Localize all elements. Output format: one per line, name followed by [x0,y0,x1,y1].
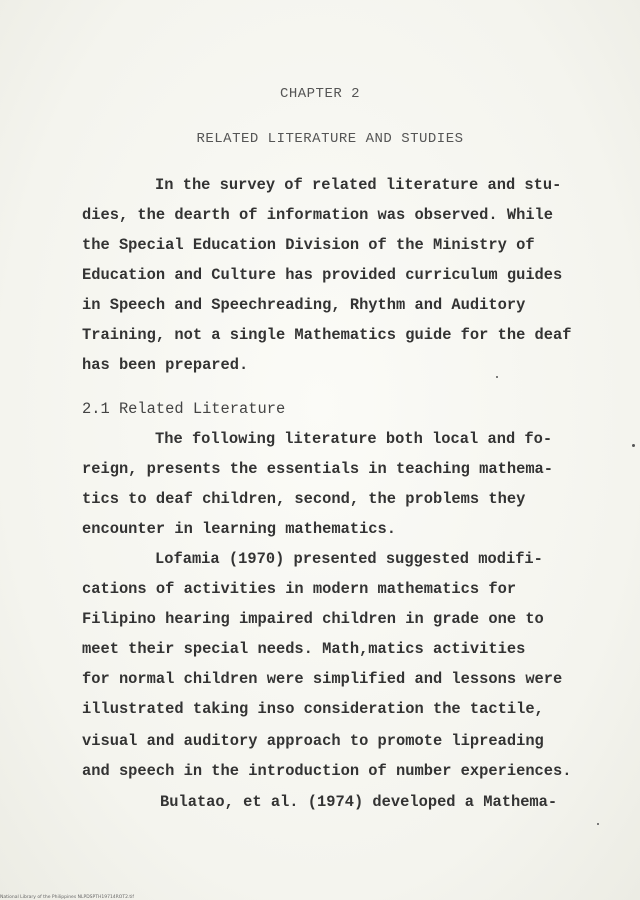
text-line: The following literature both local and fo- [155,430,553,448]
text-line: dies, the dearth of information was observed. While [82,206,554,224]
text-line: meet their special needs. Math,matics activities [82,640,526,658]
text-line: illustrated taking inso consideration the tactile, [82,700,544,718]
subsection-heading: 2.1 Related Literature [82,400,286,418]
text-line: reign, presents the essentials in teaching mathema- [82,460,554,478]
text-line: has been prepared. [82,356,249,374]
chapter-heading: CHAPTER 2 [279,86,361,102]
text-line: Bulatao, et al. (1974) developed a Mathema- [160,793,558,811]
scan-footer: National Library of the Philippines NLPDSPTH19714ROT2.tif [0,895,134,900]
text-line: Filipino hearing impaired children in grade one to [82,610,544,628]
text-line: visual and auditory approach to promote lipreading [82,732,544,750]
text-line: the Special Education Division of the Ministry of [82,236,535,254]
text-line: In the survey of related literature and stu- [155,176,562,194]
section-title: RELATED LITERATURE AND STUDIES [196,131,464,147]
scan-speck [632,444,635,447]
text-line: for normal children were simplified and lessons were [82,670,563,688]
text-line: and speech in the introduction of number experiences. [82,762,572,780]
text-line: Training, not a single Mathematics guide for the deaf [82,326,572,344]
text-line: encounter in learning mathematics. [82,520,397,538]
text-line: Education and Culture has provided curriculum guides [82,266,563,284]
text-line: Lofamia (1970) presented suggested modifi- [155,550,543,568]
text-line: in Speech and Speechreading, Rhythm and Auditory [82,296,526,314]
scan-speck [597,823,599,825]
text-line: cations of activities in modern mathematics for [82,580,517,598]
scan-speck [496,376,498,378]
text-line: tics to deaf children, second, the problems they [82,490,526,508]
